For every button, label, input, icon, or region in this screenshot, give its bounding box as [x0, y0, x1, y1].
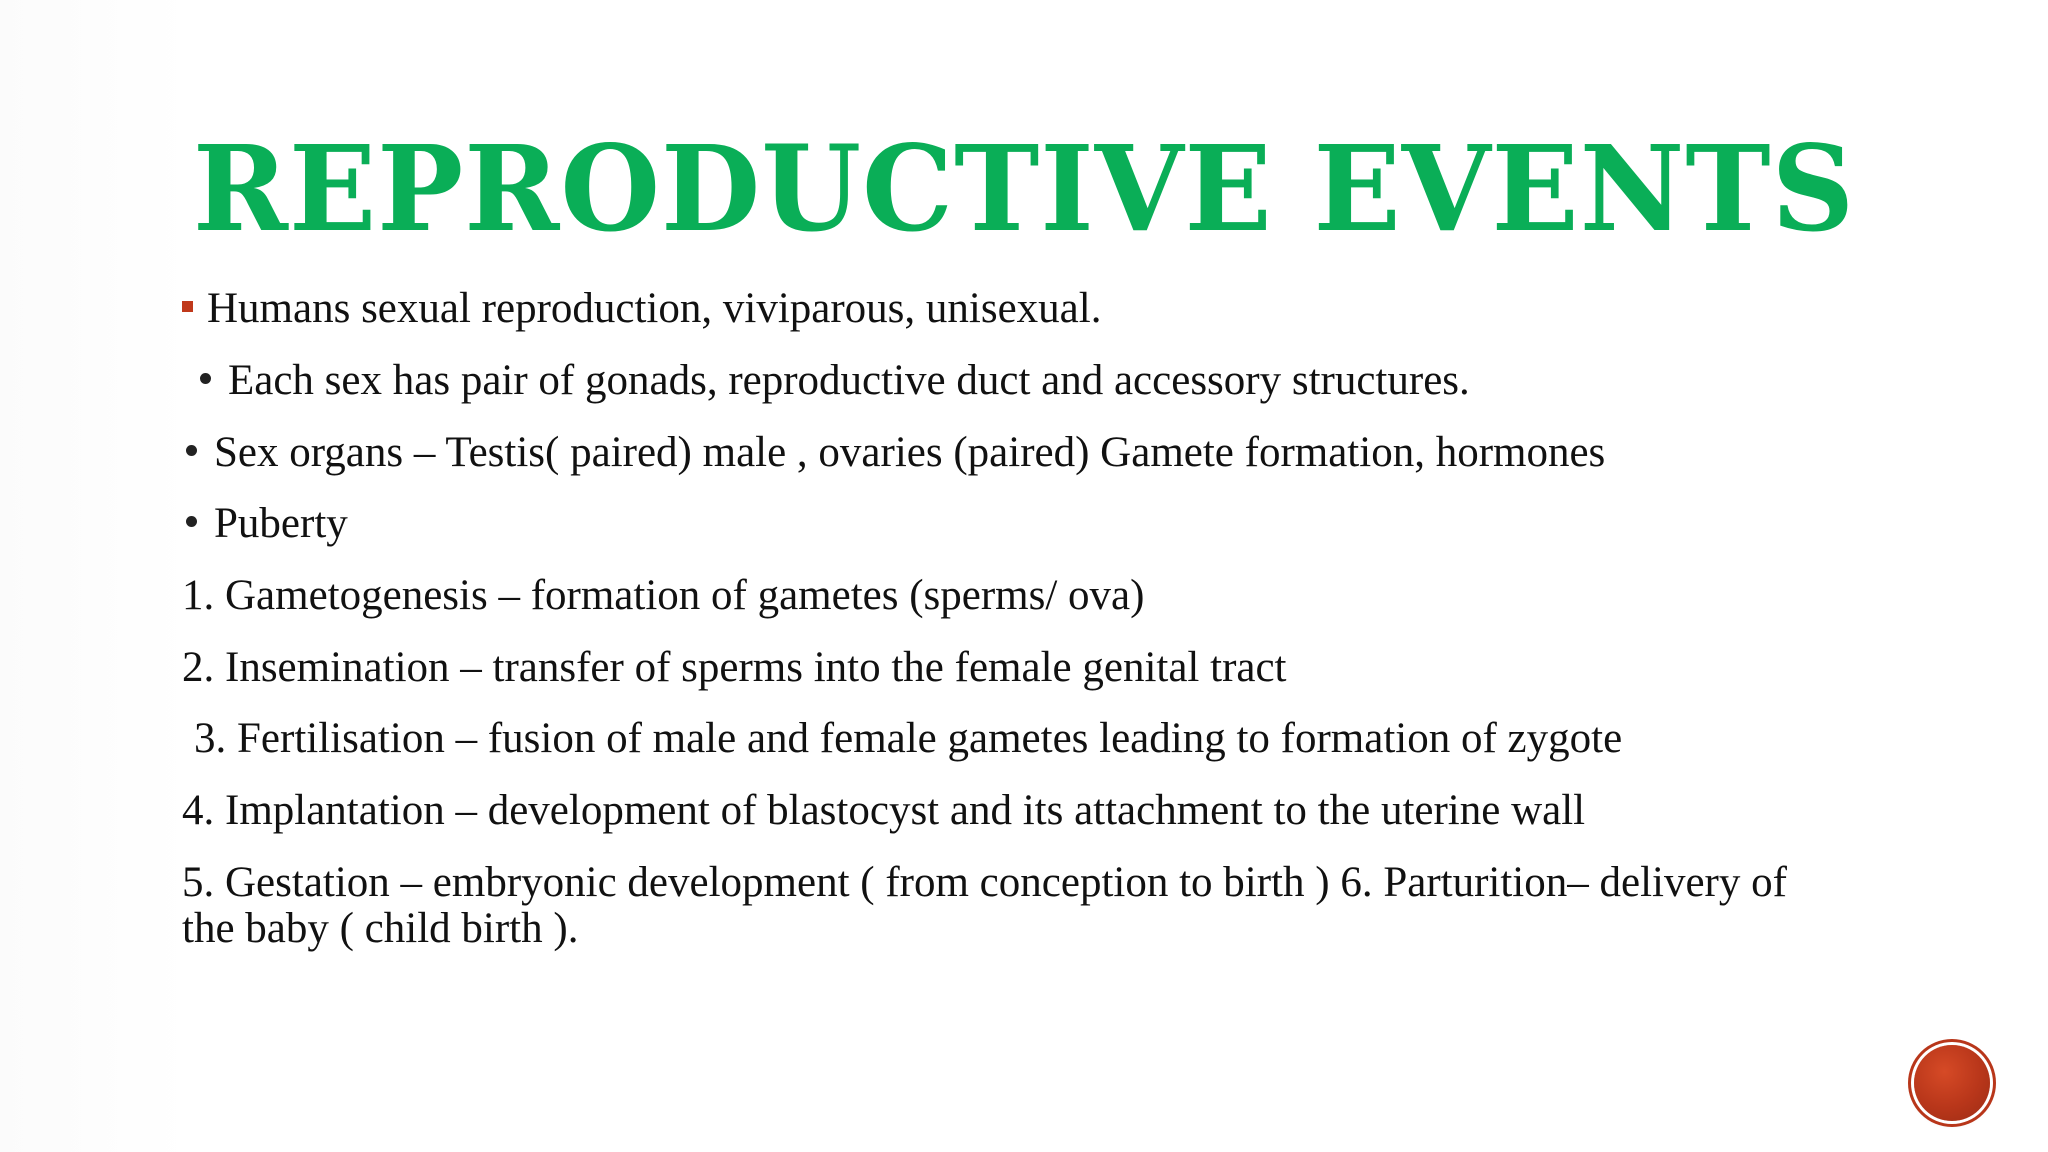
- bullet-item: [182, 286, 1101, 332]
- bullet-text: Humans sexual reproduction, viviparous, unisexual.: [207, 285, 1102, 332]
- numbered-item: 1. Gametogenesis – formation of gametes (sperms/ ova): [182, 572, 1145, 619]
- circle-button-icon[interactable]: [1914, 1045, 1990, 1121]
- bullet-item: [200, 358, 1470, 404]
- bullet-text: Sex organs – Testis( paired) male , ovaries (paired) Gamete formation, hormones: [214, 429, 1606, 476]
- square-bullet-icon: [182, 301, 193, 312]
- dot-bullet-icon: [200, 373, 211, 384]
- numbered-item: 4. Implantation – development of blastocyst and its attachment to the uterine wall: [182, 787, 1586, 834]
- numbered-item: 5. Gestation – embryonic development ( from conception to birth ) 6. Parturition– delivery of the baby ( child birth ).: [182, 859, 1787, 952]
- slide-title: REPRODUCTIVE EVENTS: [192, 119, 1856, 258]
- numbered-item: 3. Fertilisation – fusion of male and female gametes leading to formation of zygote: [194, 715, 1623, 762]
- numbered-item: 2. Insemination – transfer of sperms into the female genital tract: [182, 644, 1287, 691]
- dot-bullet-icon: [186, 516, 197, 527]
- dot-bullet-icon: [186, 445, 197, 456]
- bullet-text: Puberty: [214, 500, 348, 547]
- bullet-item: [186, 501, 348, 547]
- bullet-item: [186, 430, 1605, 476]
- bullet-text: Each sex has pair of gonads, reproductive duct and accessory structures.: [228, 357, 1470, 404]
